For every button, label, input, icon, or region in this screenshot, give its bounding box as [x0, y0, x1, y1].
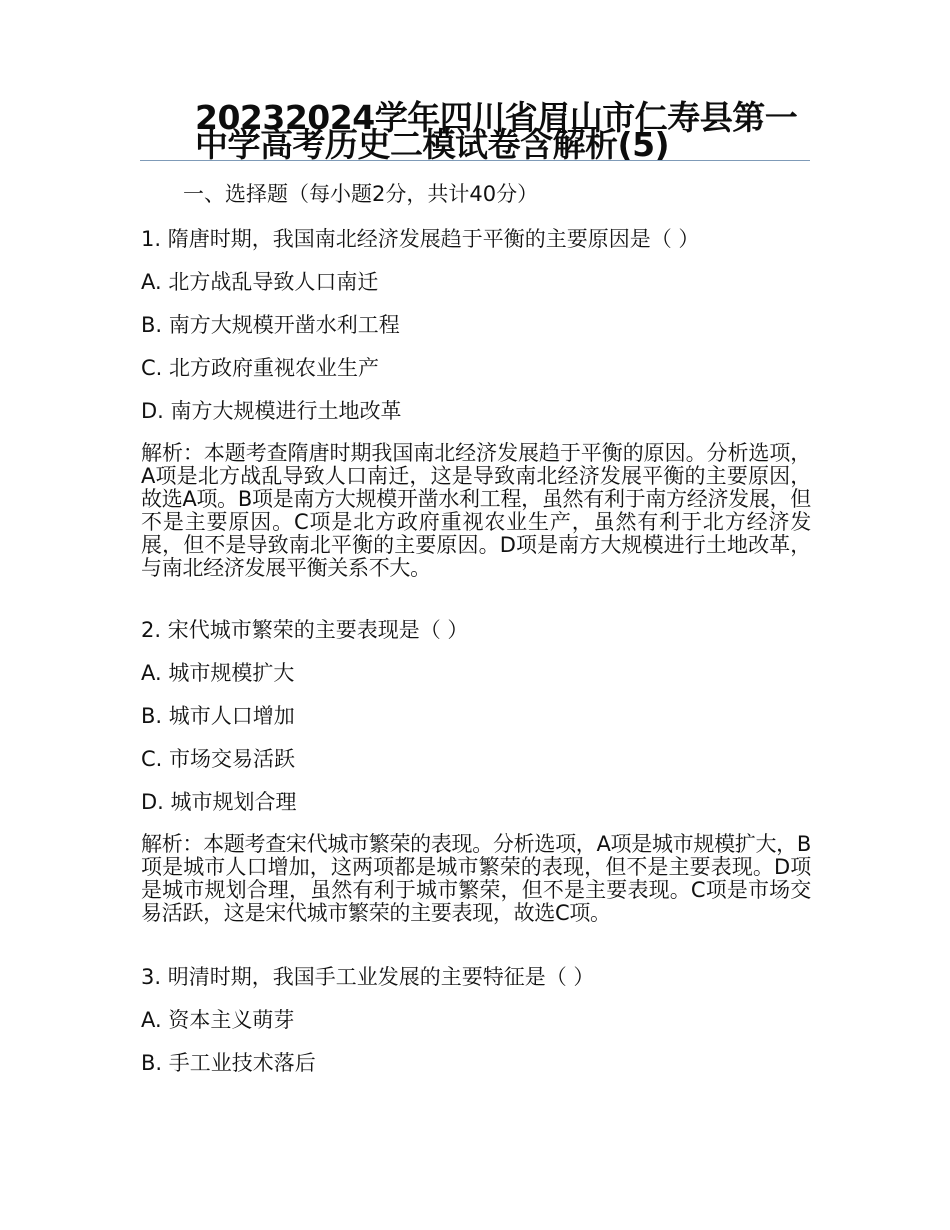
answer-option: C. 市场交易活跃	[141, 747, 296, 771]
answer-option: A. 城市规模扩大	[141, 661, 295, 685]
document-title: 20232024学年四川省眉山市仁寿县第一中学高考历史二模试卷含解析(5)	[195, 98, 798, 164]
answer-option: D. 南方大规模进行土地改革	[141, 399, 402, 423]
question-stem: 2. 宋代城市繁荣的主要表现是（ ）	[141, 618, 469, 642]
answer-option: D. 城市规划合理	[141, 790, 297, 814]
answer-option: B. 南方大规模开凿水利工程	[141, 313, 400, 337]
answer-option: B. 城市人口增加	[141, 704, 295, 728]
answer-option: A. 北方战乱导致人口南迁	[141, 270, 379, 294]
question-stem: 3. 明清时期，我国手工业发展的主要特征是（ ）	[141, 965, 595, 989]
question-analysis: 解析：本题考查宋代城市繁荣的表现。分析选项，A项是城市规模扩大，B项是城市人口增加，这两项都是城市繁荣的表现，但不是主要表现。D项是城市规划合理，虽然有利于城市繁荣，但不是主要表现。C项是市场交易活跃，这是宋代城市繁荣的主要表现，故选C项。	[141, 832, 811, 925]
answer-option: A. 资本主义萌芽	[141, 1008, 295, 1032]
section-heading: 一、选择题（每小题2分，共计40分）	[183, 182, 539, 206]
question-stem: 1. 隋唐时期，我国南北经济发展趋于平衡的主要原因是（ ）	[141, 227, 700, 251]
answer-option: B. 手工业技术落后	[141, 1051, 316, 1075]
answer-option: C. 北方政府重视农业生产	[141, 356, 380, 380]
question-analysis: 解析：本题考查隋唐时期我国南北经济发展趋于平衡的原因。分析选项，A项是北方战乱导致人口南迁，这是导致南北经济发展平衡的主要原因，故选A项。B项是南方大规模开凿水利工程，虽然有利于南方经济发展，但不是主要原因。C项是北方政府重视农业生产，虽然有利于北方经济发展，但不是导致南北平衡的主要原因。D项是南方大规模进行土地改革，与南北经济发展平衡关系不大。	[141, 441, 811, 580]
title-underline	[140, 160, 810, 161]
